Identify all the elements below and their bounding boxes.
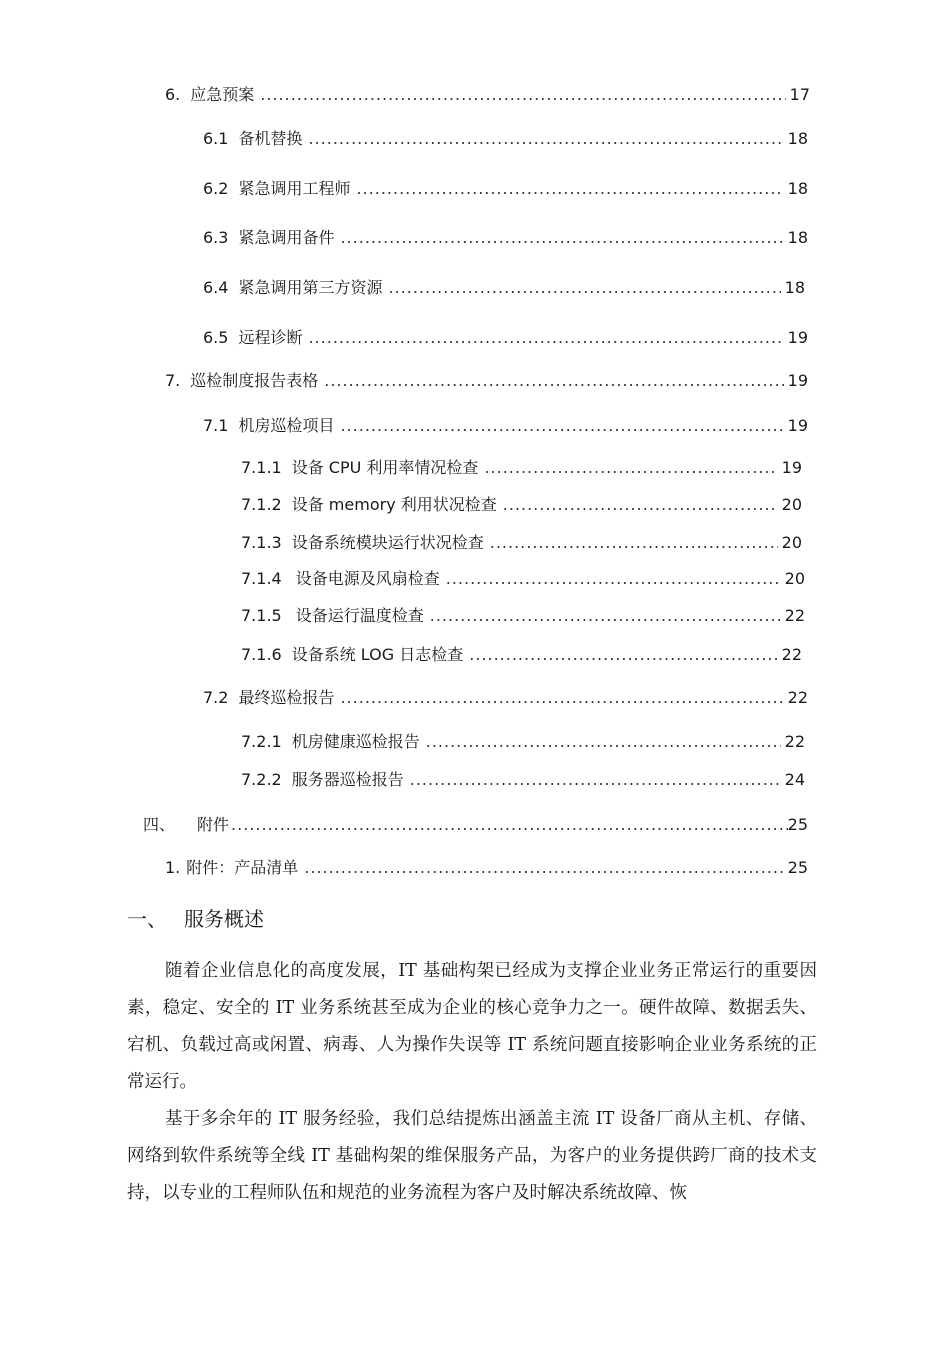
toc-entry-number: 7. <box>165 371 181 390</box>
paragraph: 随着企业信息化的高度发展，IT 基础构架已经成为支撑企业业务正常运行的重要因素，稳定、安全的 IT 业务系统甚至成为企业的核心竞争力之一。硬件故障、数据丢失、宕机、负载过高或闲置、病毒、人为操作失误等 IT 系统问题直接影响企业业务系统的正常运行。 <box>127 961 817 1092</box>
toc-entry[interactable] <box>203 687 808 709</box>
toc-entry-title: 设备系统模块运行状况检查 <box>291 533 484 552</box>
toc-entry-page: 20 <box>781 533 802 552</box>
toc-entry[interactable] <box>241 731 805 753</box>
toc-entry-title: 设备 CPU 利用率情况检查 <box>291 458 479 477</box>
toc-entry-title: 设备 memory 利用状况检查 <box>291 495 497 514</box>
toc-entry-page: 18 <box>784 278 805 297</box>
toc-entry[interactable] <box>165 84 810 106</box>
toc-leader-dots <box>340 415 783 437</box>
toc-entry-title: 机房健康巡检报告 <box>291 732 420 751</box>
toc-entry[interactable] <box>241 494 802 516</box>
toc-entry-page: 22 <box>784 606 805 625</box>
toc-entry-number: 6.2 <box>203 179 229 198</box>
toc-entry-number: 7.1.6 <box>241 645 282 664</box>
toc-entry[interactable] <box>165 370 808 392</box>
toc-entry-number: 6.3 <box>203 228 229 247</box>
toc-entry-title: 附件：产品清单 <box>186 858 299 877</box>
toc-leader-dots <box>340 227 783 249</box>
toc-entry-number: 四、 <box>143 815 176 834</box>
toc-entry-page: 20 <box>781 495 802 514</box>
toc-entry[interactable] <box>203 128 808 150</box>
toc-entry-title: 最终巡检报告 <box>238 688 335 707</box>
toc-entry-page: 22 <box>781 645 802 664</box>
toc-leader-dots <box>308 327 783 349</box>
toc-leader-dots <box>469 644 777 666</box>
toc-entry-page: 19 <box>787 416 808 435</box>
toc-entry[interactable] <box>143 814 808 836</box>
toc-entry-title: 远程诊断 <box>238 328 303 347</box>
toc-entry[interactable] <box>241 605 805 627</box>
toc-entry-title: 巡检制度报告表格 <box>190 371 319 390</box>
toc-entry[interactable] <box>203 277 805 299</box>
toc-entry-number: 6. <box>165 85 181 104</box>
toc-entry-title: 附件 <box>197 815 230 834</box>
toc-leader-dots <box>304 857 783 879</box>
toc-entry[interactable] <box>241 457 802 479</box>
toc-leader-dots <box>430 605 781 627</box>
toc-leader-dots <box>426 731 781 753</box>
toc-leader-dots <box>503 494 778 516</box>
toc-entry-title: 设备系统 LOG 日志检查 <box>291 645 464 664</box>
toc-entry-number: 7.1.1 <box>241 458 282 477</box>
toc-leader-dots <box>260 84 785 106</box>
toc-leader-dots <box>410 769 781 791</box>
toc-leader-dots <box>324 370 783 392</box>
toc-entry[interactable] <box>241 532 802 554</box>
toc-entry[interactable] <box>203 327 808 349</box>
toc-entry[interactable] <box>203 227 808 249</box>
toc-entry-number: 7.2.2 <box>241 770 282 789</box>
toc-entry-page: 22 <box>787 688 808 707</box>
toc-entry-title: 应急预案 <box>190 85 255 104</box>
toc-entry-number: 6.1 <box>203 129 229 148</box>
toc-entry[interactable] <box>241 644 802 666</box>
toc-entry-number: 7.1.4 <box>241 569 282 588</box>
toc-entry-number: 7.2 <box>203 688 229 707</box>
paragraph: 基于多余年的 IT 服务经验，我们总结提炼出涵盖主流 IT 设备厂商从主机、存储、网络到软件系统等全线 IT 基础构架的维保服务产品，为客户的业务提供跨厂商的技术支持，以专业的工程师队伍和规范的业务流程为客户及时解决系统故障、恢 <box>127 1109 817 1203</box>
toc-leader-dots <box>356 178 783 200</box>
toc-leader-dots <box>340 687 783 709</box>
toc-entry-number: 6.4 <box>203 278 229 297</box>
toc-entry[interactable] <box>241 568 805 590</box>
toc-entry-page: 17 <box>789 85 810 104</box>
toc-entry[interactable] <box>203 178 808 200</box>
toc-entry-title: 紧急调用第三方资源 <box>238 278 383 297</box>
toc-entry[interactable] <box>203 415 808 437</box>
body-text <box>127 953 817 1212</box>
toc-leader-dots <box>484 457 777 479</box>
toc-entry-page: 24 <box>784 770 805 789</box>
toc-leader-dots <box>490 532 778 554</box>
toc-entry-page: 19 <box>781 458 802 477</box>
toc-entry-title: 备机替换 <box>238 129 303 148</box>
toc-leader-dots <box>308 128 783 150</box>
toc-entry-title: 紧急调用备件 <box>238 228 335 247</box>
toc-entry-title: 紧急调用工程师 <box>238 179 351 198</box>
toc-entry-title: 设备运行温度检查 <box>295 606 424 625</box>
toc-entry-page: 18 <box>787 228 808 247</box>
toc-leader-dots <box>231 814 788 836</box>
toc-entry-title: 机房巡检项目 <box>238 416 335 435</box>
toc-entry-number: 7.1.2 <box>241 495 282 514</box>
toc-entry-page: 25 <box>787 815 808 834</box>
toc-entry[interactable] <box>241 769 805 791</box>
toc-entry-number: 6.5 <box>203 328 229 347</box>
toc-entry-number: 1. <box>165 858 181 877</box>
toc-entry[interactable] <box>165 857 808 879</box>
toc-entry-number: 7.1 <box>203 416 229 435</box>
toc-entry-title: 设备电源及风扇检查 <box>295 569 440 588</box>
toc-entry-number: 7.1.5 <box>241 606 282 625</box>
toc-entry-number: 7.2.1 <box>241 732 282 751</box>
toc-entry-page: 19 <box>787 328 808 347</box>
toc-entry-page: 18 <box>787 129 808 148</box>
toc-leader-dots <box>388 277 780 299</box>
toc-entry-page: 19 <box>787 371 808 390</box>
toc-entry-page: 22 <box>784 732 805 751</box>
toc-entry-number: 7.1.3 <box>241 533 282 552</box>
toc-leader-dots <box>446 568 781 590</box>
toc-entry-title: 服务器巡检报告 <box>291 770 404 789</box>
toc-entry-page: 20 <box>784 569 805 588</box>
section-title: 服务概述 <box>184 907 264 931</box>
toc-entry-page: 18 <box>787 179 808 198</box>
section-number: 一、 <box>127 907 167 931</box>
toc-entry-page: 25 <box>787 858 808 877</box>
section-heading <box>127 905 264 933</box>
